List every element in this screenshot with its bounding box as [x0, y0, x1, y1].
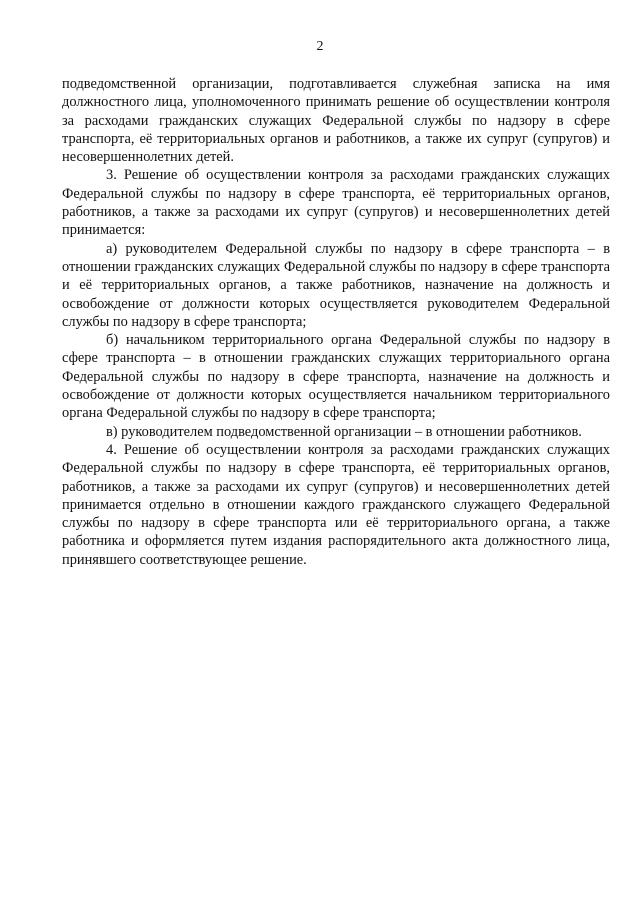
page-number: 2 [316, 39, 324, 54]
paragraph-continuation: подведомственной организации, подготавливается служебная записка на имя должностного лица, уполномоченного принимать решение об осуществлении контроля за расходами гражданских служащих Федеральной службы по надзору в сфере транспорта, её территориальных органов и работников, а также их супруг (супругов) и несовершеннолетних детей. [62, 76, 610, 166]
paragraph-item-3: 3. Решение об осуществлении контроля за расходами гражданских служащих Федеральной службы по надзору в сфере транспорта, её территориальных органов, работников, а также за расходами их супруг (супругов) и несовершеннолетних детей принимается: [62, 167, 610, 239]
paragraph-subitem-b: б) начальником территориального органа Федеральной службы по надзору в сфере транспорта – в отношении гражданских служащих территориального органа Федеральной службы по надзору в сфере транспорта, назначение на должность и освобождение от должности которых осуществляется начальником территориального органа Федеральной службы по надзору в сфере транспорта; [62, 332, 610, 422]
paragraph-subitem-v: в) руководителем подведомственной организации – в отношении работников. [106, 423, 582, 440]
document-body [62, 75, 610, 569]
paragraph-subitem-a: а) руководителем Федеральной службы по надзору в сфере транспорта – в отношении гражданских служащих Федеральной службы по надзору в сфере транспорта и её территориальных органов, а также работников, назначение на должность и освобождение от должности которых осуществляется руководителем Федеральной службы по надзору в сфере транспорта; [62, 240, 610, 330]
paragraph-item-4: 4. Решение об осуществлении контроля за расходами гражданских служащих Федеральной службы по надзору в сфере транспорта, её территориальных органов, работников, а также за расходами их супруг (супругов) и несовершеннолетних детей принимается отдельно в отношении каждого гражданского служащего Федеральной службы по надзору в сфере транспорта или её территориального органа, а также работника и оформляется путем издания распорядительного акта должностного лица, принявшего соответствующее решение. [62, 441, 610, 568]
